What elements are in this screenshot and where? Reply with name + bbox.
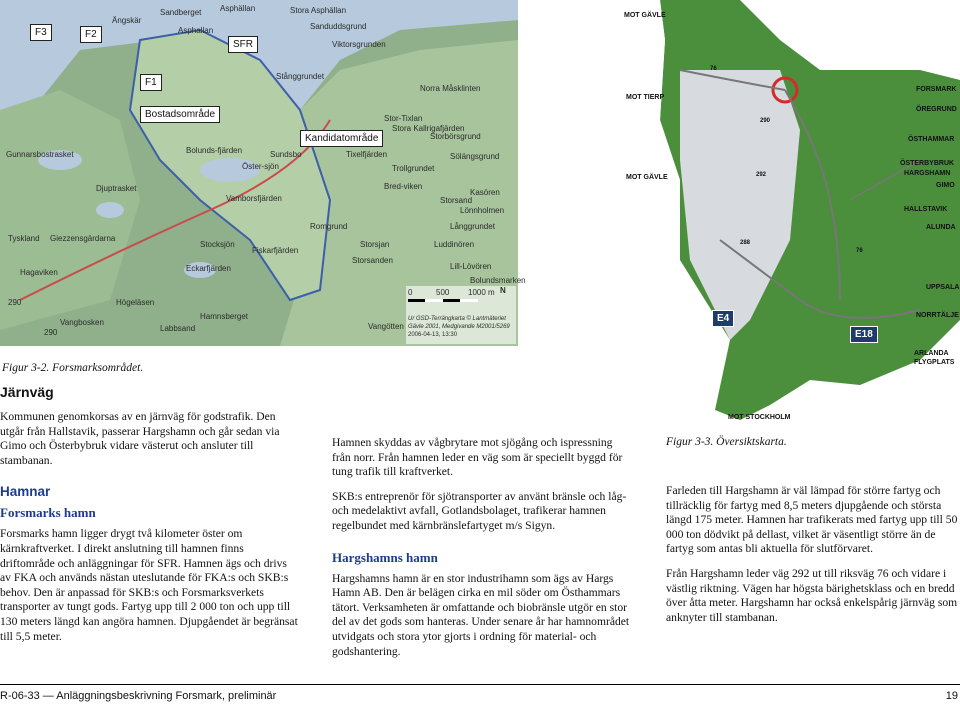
place-label: Stor-Tixlan bbox=[384, 114, 423, 123]
place-label: Giezzensgärdarna bbox=[50, 234, 116, 243]
subsection-heading: Hargshamns hamn bbox=[332, 549, 438, 565]
place-label: Luddinören bbox=[434, 240, 475, 249]
place-label: HALLSTAVIK bbox=[904, 206, 948, 213]
road-number: 290 bbox=[8, 298, 22, 307]
place-label: UPPSALA bbox=[926, 284, 960, 291]
place-label: FLYGPLATS bbox=[914, 359, 955, 366]
place-label: Bolundsmarken bbox=[470, 276, 526, 285]
place-label: Sundsbo bbox=[270, 150, 302, 159]
place-label: Lönnholmen bbox=[460, 206, 505, 215]
place-label: Labbsand bbox=[160, 324, 196, 333]
road-number: 76 bbox=[856, 248, 863, 254]
paragraph: Farleden till Hargshamn är väl lämpad för större fartyg och tillräcklig för fartyg med 8,5 meters djupgående och största längd 175 meter. Hamnen har trafikerats med fartyg upp till 50 000 ton dödvikt på dellast, vilket är väsentligt större än de fartyg som antas bli aktuella för slutförvaret. bbox=[666, 484, 958, 556]
place-label: Högeläsen bbox=[116, 298, 155, 307]
place-label: Storsand bbox=[440, 196, 473, 205]
place-label: Asphallan bbox=[178, 26, 214, 35]
place-label: Långgrundet bbox=[450, 222, 495, 231]
text-column-3 bbox=[666, 484, 960, 625]
place-label: Stocksjön bbox=[200, 240, 235, 249]
paragraph: Hargshamns hamn är en stor industrihamn som ägs av Hargs Hamn AB. Den är belägen cirka en mil söder om Östhammars tätort. Verksamheten är omfattande och biobränsle utgör en stor del av det gods som hanteras. Under senare år har hamnområdet utvidgats och stora ytor gjorts i ordning för material- och godshantering. bbox=[332, 571, 630, 658]
map-credit: Gävle 2001, Medgivande M2001/5269 bbox=[408, 324, 510, 330]
place-label: MOT GÄVLE bbox=[626, 174, 668, 181]
place-label: MOT STOCKHOLM bbox=[728, 414, 791, 421]
place-label: ÖSTERBYBRUK bbox=[900, 160, 955, 167]
place-label: Viktorsgrunden bbox=[332, 40, 386, 49]
place-label: Bred-viken bbox=[384, 182, 423, 191]
road-e4-badge: E4 bbox=[712, 310, 734, 327]
label-sfr: SFR bbox=[228, 36, 258, 53]
place-label: Storsjan bbox=[360, 240, 390, 249]
place-label: Asphällan bbox=[220, 4, 256, 13]
place-label: Bolunds-fjärden bbox=[186, 146, 243, 155]
section-heading: Hamnar bbox=[0, 484, 51, 500]
place-label: Fiskarfjärden bbox=[252, 246, 299, 255]
place-label: ÖREGRUND bbox=[916, 106, 957, 113]
place-label: MOT TIERP bbox=[626, 94, 665, 101]
map-credit: 2006-04-13, 13:30 bbox=[408, 332, 458, 338]
road-number: 290 bbox=[760, 118, 771, 124]
overview-map bbox=[620, 0, 960, 425]
subsection-heading: Forsmarks hamn bbox=[0, 505, 96, 521]
place-label: Sanduddsgrund bbox=[310, 22, 367, 31]
place-label: MOT GÄVLE bbox=[624, 12, 666, 19]
place-label: ALUNDA bbox=[926, 224, 956, 231]
paragraph: Kommunen genomkorsas av en järnväg för godstrafik. Den utgår från Hallstavik, passerar Hargshamn och går sedan via Gimo och Österbybruk vidare västerut och ansluter till stambanan. bbox=[0, 410, 280, 467]
text-column-2 bbox=[332, 436, 632, 659]
label-f3: F3 bbox=[30, 24, 52, 41]
place-label: Stånggrundet bbox=[276, 72, 325, 81]
section-heading: Järnväg bbox=[0, 384, 54, 400]
place-label: Stora Kallrigafjärden bbox=[392, 124, 465, 133]
paragraph: Från Hargshamn leder väg 292 ut till riksväg 76 och vidare i västlig riktning. Vägen har högsta bärighetsklass och en bredd över åtta meter. Hargshamn har också enkelspårig järnväg som anknyter till stambanan. bbox=[666, 566, 958, 624]
scale-bar bbox=[408, 299, 478, 302]
place-label: Vangbosken bbox=[60, 318, 104, 327]
map-credit: Ur GSD-Terrängkarta © Lantmäteriet bbox=[408, 316, 506, 322]
road-number: 292 bbox=[756, 172, 767, 178]
scale-zero: 0 bbox=[408, 288, 413, 297]
place-label: Norra Måsklinten bbox=[420, 84, 481, 93]
label-f2: F2 bbox=[80, 26, 102, 43]
place-label: HARGSHAMN bbox=[904, 170, 951, 177]
forsmark-area-map bbox=[0, 0, 526, 346]
place-label: Hagaviken bbox=[20, 268, 58, 277]
footer-rule bbox=[0, 684, 960, 685]
road-number: 290 bbox=[44, 328, 58, 337]
north-arrow-icon: N bbox=[500, 286, 506, 295]
place-label: GIMO bbox=[936, 182, 955, 189]
road-e18-badge: E18 bbox=[850, 326, 878, 343]
page-number: 19 bbox=[945, 690, 958, 702]
place-label: Sölängsgrund bbox=[450, 152, 500, 161]
paragraph: Hamnen skyddas av vågbrytare mot sjögång och ispressning från norr. Från hamnen leder en väg som är speciellt byggd för tung trafik till kraftverket. bbox=[332, 436, 623, 479]
place-label: Gunnarsbostrasket bbox=[6, 150, 74, 159]
figure-caption: Figur 3-3. Översiktskarta. bbox=[666, 436, 787, 448]
place-label: Vangötten bbox=[368, 322, 404, 331]
scale-end: 1000 m bbox=[468, 288, 495, 297]
road-number: 76 bbox=[710, 66, 717, 72]
place-label: Djuptrasket bbox=[96, 184, 137, 193]
footer-report-title: R-06-33 — Anläggningsbeskrivning Forsmark, preliminär bbox=[0, 690, 277, 702]
place-label: Romgrund bbox=[310, 222, 348, 231]
place-label: Tixelfjärden bbox=[346, 150, 388, 159]
place-label: Sandberget bbox=[160, 8, 202, 17]
paragraph: SKB:s entreprenör för sjötransporter av använt bränsle och låg- och medelaktivt avfall, Gotlandsbolaget, trafikerar hamnen regelbundet med kärnbränslefartyget m/s Sigyn. bbox=[332, 489, 627, 532]
place-label: Ängskär bbox=[112, 16, 142, 25]
place-label: Storsanden bbox=[352, 256, 393, 265]
place-label: Tyskland bbox=[8, 234, 40, 243]
road-number: 288 bbox=[740, 240, 751, 246]
place-label: Kasören bbox=[470, 188, 500, 197]
label-f1: F1 bbox=[140, 74, 162, 91]
place-label: Eckarfjärden bbox=[186, 264, 231, 273]
map-scale-legend bbox=[406, 286, 516, 344]
place-label: FORSMARK bbox=[916, 86, 957, 93]
place-label: Lill-Lövören bbox=[450, 262, 492, 271]
place-label: Vamborsfjärden bbox=[226, 194, 282, 203]
paragraph: Forsmarks hamn ligger drygt två kilometer öster om kärnkraftverket. I direkt anslutning till hamnen finns driftområde och anläggningar för SFR. Hamnen ägs och drivs av FKA och används nästan uteslutande för FKA:s och SKB:s behov. Den är anpassad för SKB:s och Forsmarksverkets transporter av tungt gods. Fartyg upp till 2 000 ton och upp till 130 meters längd kan angöra hamnen. Djupgåendet är begränsat till 5,5 meter. bbox=[0, 527, 298, 643]
place-label: Trollgrundet bbox=[392, 164, 435, 173]
label-bostadsomrade: Bostadsområde bbox=[140, 106, 220, 123]
figure-caption: Figur 3-2. Forsmarksområdet. bbox=[2, 362, 144, 374]
place-label: ARLANDA bbox=[914, 350, 949, 357]
place-label: Stora Asphällan bbox=[290, 6, 347, 15]
place-label: Storbörsgrund bbox=[430, 132, 481, 141]
place-label: Hamnsberget bbox=[200, 312, 249, 321]
text-column-1 bbox=[0, 384, 300, 644]
place-label: ÖSTHAMMAR bbox=[908, 136, 955, 143]
scale-mid: 500 bbox=[436, 288, 450, 297]
place-label: Öster-sjön bbox=[242, 162, 279, 171]
place-label: NORRTÄLJE bbox=[916, 312, 959, 319]
label-kandidatomrade: Kandidatområde bbox=[300, 130, 383, 147]
